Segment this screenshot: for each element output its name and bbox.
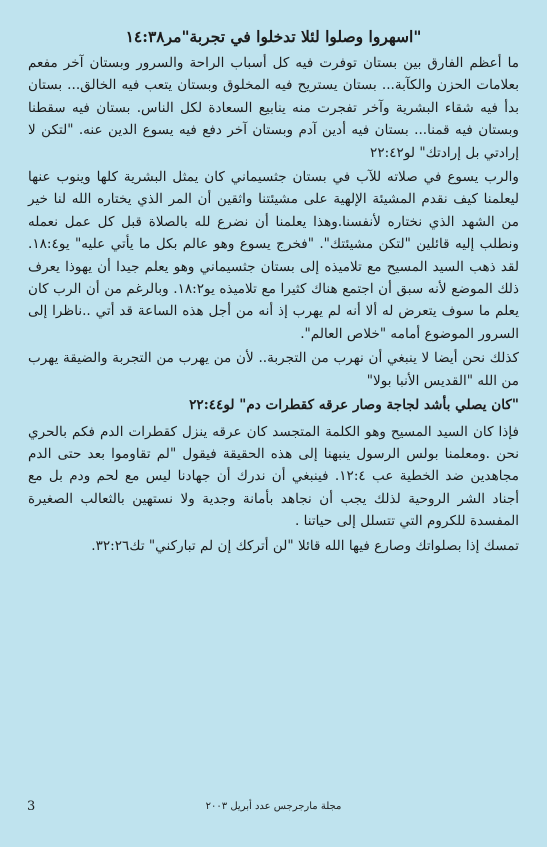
subheading-verse: "كان يصلي بأشد لجاجة وصار عرقه كقطرات دم" لو٢٢:٤٤ <box>189 397 519 414</box>
page-number: 3 <box>27 799 36 814</box>
page-footer <box>0 797 547 817</box>
paragraph-gethsemane: والرب يسوع في صلاته للآب في بستان جثسيماني كان يمثل البشرية كلها وينوب عنها ليعلمنا كيف نقدم المشيئة الإلهية على مشيئتنا واثقين أن المر الذي يختاره الله لنا خير من الشهد الذي نختاره لأنفسنا.وهذا يعلمنا أن نضرع لله بالصلاة قبل كل عمل نعمله ونطلب إليه قائلين "لتكن مشيئتك". "فخرج يسوع وهو عالم بكل ما يأتي عليه" يو١٨:٤. لقد ذهب السيد المسيح مع تلاميذه إلى بستان جثسيماني وهو يعلم جيدا أن يهوذا يعرف ذلك الموضع لأنه سبق أن اجتمع هناك كثيرا مع تلاميذه يو١٨:٢. وبالرغم من أن الرب كان يعلم ما سوف يتعرض له ألا أنه لم يهرب إذ أنه من أجل هذه الساعة قد أتي ..ناظرا إلى السرور الموضوع أمامه "خلاص العالم". <box>28 169 519 342</box>
paragraph-temptation: كذلك نحن أيضا لا ينبغي أن نهرب من التجربة.. لأن من يهرب من التجربة والضيقة يهرب من الله "القديس الأنبا بولا" <box>28 350 519 389</box>
page-heading: "اسهروا وصلوا لئلا تدخلوا في تجربة"مر١٤:٣٨ <box>125 27 422 46</box>
paragraph-closing: تمسك إذا بصلواتك وصارع فيها الله قائلا "لن أتركك إن لم تباركني" تك٣٢:٢٦. <box>91 537 519 554</box>
paragraph-gardens: ما أعظم الفارق بين بستان توفرت فيه كل أسباب الراحة والسرور وبستان آخر مفعم بعلامات الحزن والكآبة... بستان يستريح فيه المخلوق وبستان يتعب فيه الخالق... بستان بدأ فيه شقاء البشرية وآخر تفجرت منه ينابيع السعادة لكل الناس. بستان فيه سقطنا وبستان فيه قمنا... بستان فيه أدين آدم وبستان آخر دفع فيه يسوع الدين عنه. "لتكن لا إرادتي بل إرادتك" لو٢٢:٤٢ <box>28 55 519 161</box>
magazine-source: مجلة مارجرجس عدد أبريل ٢٠٠٣ <box>205 801 342 812</box>
paragraph-struggle: فإذا كان السيد المسيح وهو الكلمة المتجسد كان عرقه ينزل كقطرات الدم فكم بالحري نحن .ومعلمنا بولس الرسول ينبهنا إلى هذه الحقيقة فيقول "لم تقاوموا بعد حتى الدم مجاهدين ضد الخطية عب ١٢:٤. فينبغي أن ندرك أن جهادنا ليس مع لحم ودم بل مع أجناد الشر الروحية لذلك يجب أن نجاهد بأمانة وجدية ولا نستهين بالثعالب الصغيرة المفسدة للكروم التي تتسلل إلى حياتنا . <box>28 423 519 530</box>
